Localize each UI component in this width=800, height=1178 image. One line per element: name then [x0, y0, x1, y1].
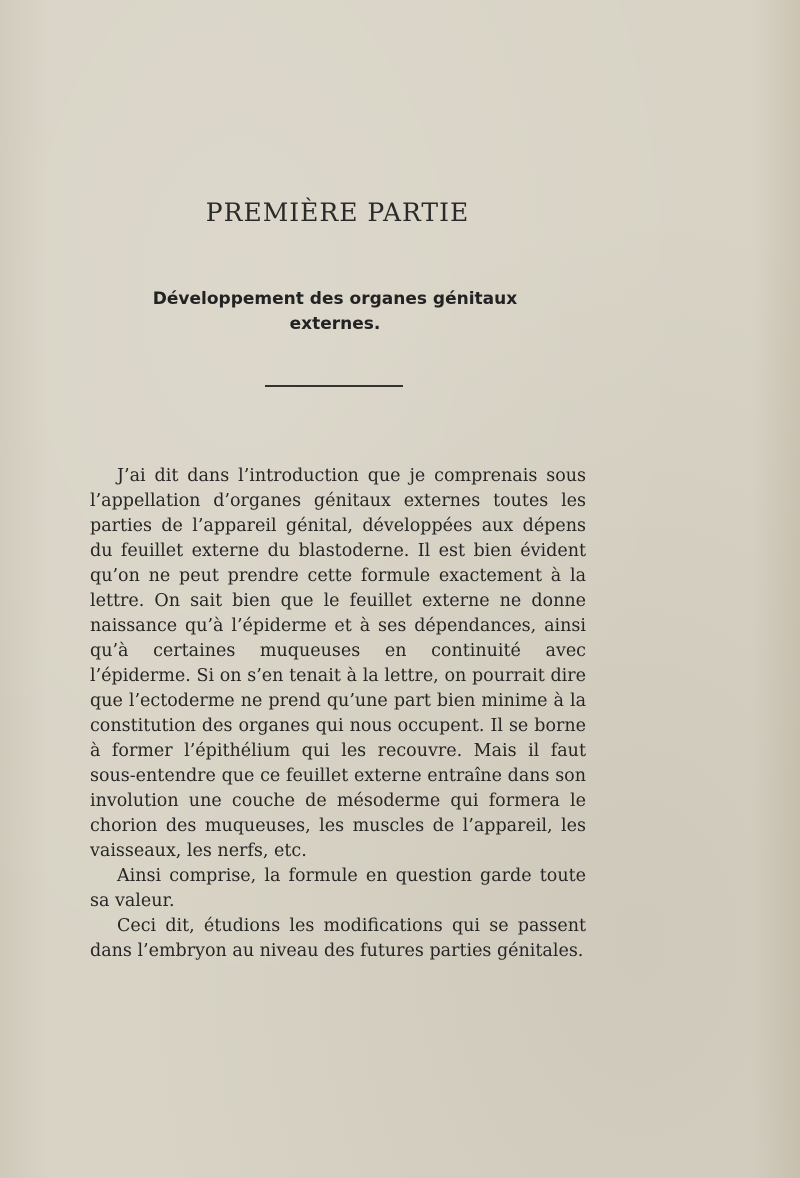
- part-title: PREMIÈRE PARTIE: [205, 198, 470, 227]
- section-subtitle: Développement des organes génitaux externes.: [152, 289, 518, 334]
- paragraph: J’ai dit dans l’introduction que je comprenais sous l’appellation d’organes génitaux externes toutes les parties de l’appareil génital, développées aux dépens du feuillet externe du blastoderne. Il est bien évident qu’on ne peut prendre cette formule exactement à la lettre. On sait bien que le feuillet externe ne donne naissance qu’à l’épiderme et à ses dépendances, ainsi qu’à certaines muqueuses en continuité avec l’épiderme. Si on s’en tenait à la lettre, on pourrait dire que l’ectoderme ne prend qu’une part bien minime à la constitution des organes qui nous occupent. Il se borne à former l’épithélium qui les recouvre. Mais il faut sous-entendre que ce feuillet externe entraîne dans son involution une couche de mésoderme qui formera le chorion des muqueuses, les muscles de l’appareil, les vaisseaux, les nerfs, etc.: [90, 466, 586, 861]
- paragraph: Ainsi comprise, la formule en question garde toute sa valeur.: [90, 866, 586, 911]
- paragraph: Ceci dit, étudions les modifications qui se passent dans l’embryon au niveau des futures parties génitales.: [90, 916, 586, 961]
- horizontal-rule: [265, 385, 403, 387]
- body-text: [90, 464, 586, 964]
